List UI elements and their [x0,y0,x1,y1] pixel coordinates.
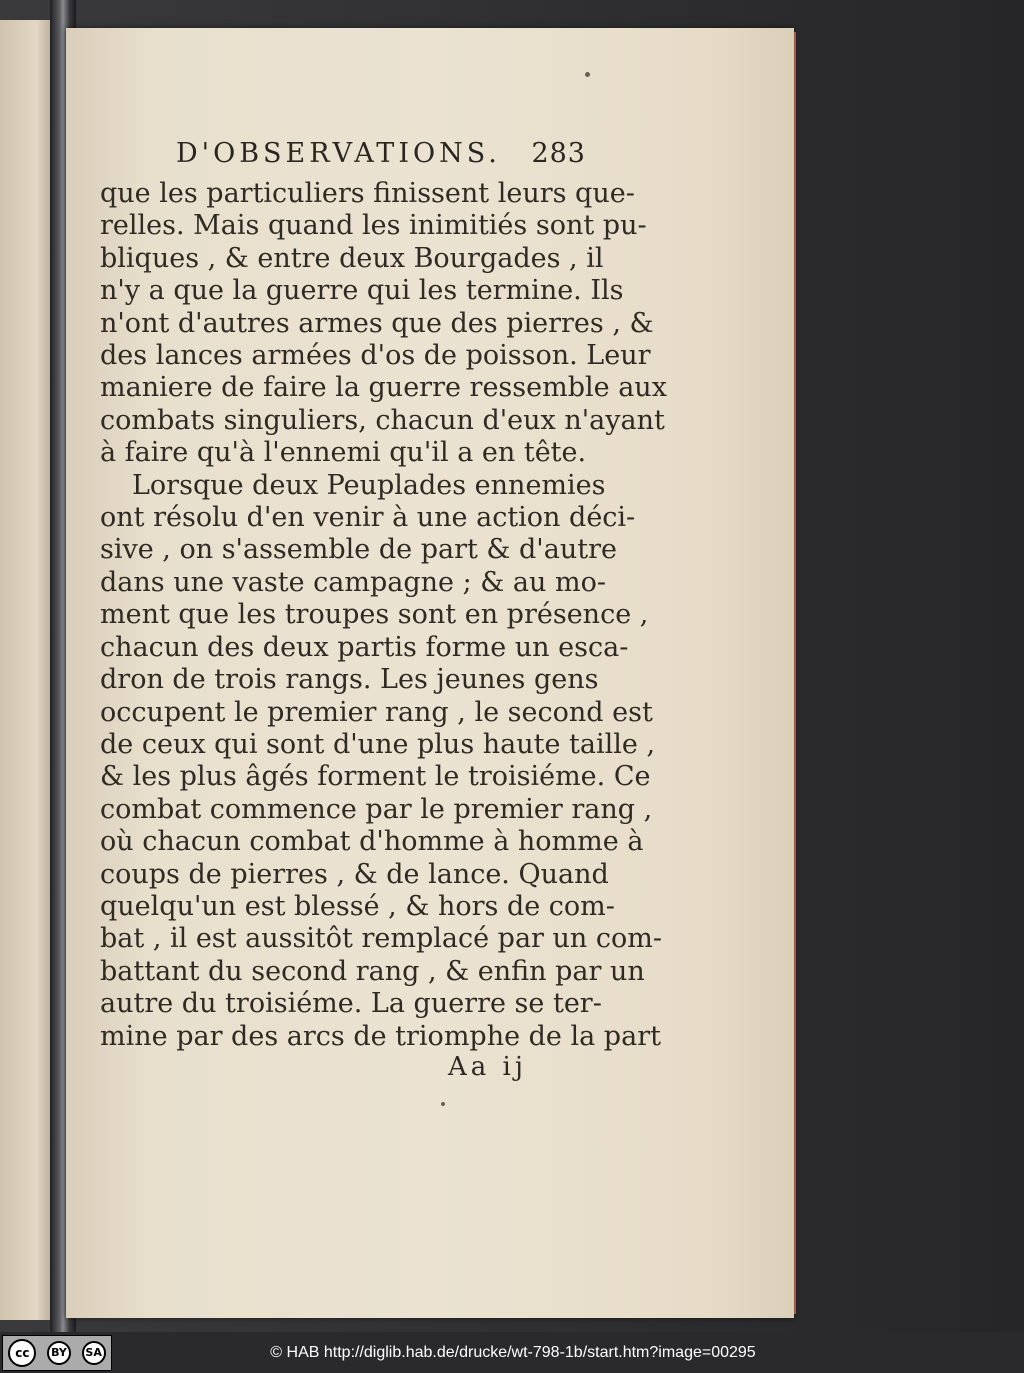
text-line: n'ont d'autres armes que des pierres , & [100,307,654,339]
text-line: n'y a que la guerre qui les termine. Ils [100,275,624,307]
text-line: ment que les troupes sont en présence , [100,599,649,631]
text-line: combat commence par le premier rang , [100,793,653,825]
text-line: battant du second rang , & enfin par un [100,955,645,987]
text-line: des lances armées d'os de poisson. Leur [100,340,651,372]
text-line: coups de pierres , & de lance. Quand [100,858,609,890]
text-line: que les particuliers finissent leurs que- [100,178,635,209]
cc-icon: cc [8,1339,36,1367]
text-line: quelqu'un est blessé , & hors de com- [100,890,615,922]
license-badge[interactable] [2,1335,112,1371]
catchword: Aa ij [448,1052,527,1082]
running-header [176,138,586,169]
body-text [100,178,667,1053]
text-line: dron de trois rangs. Les jeunes gens [100,664,599,696]
page-number: 283 [531,138,586,169]
text-line: chacun des deux partis forme un esca- [100,631,629,663]
text-line: bliques , & entre deux Bourgades , il [100,242,604,274]
text-line: de ceux qui sont d'une plus haute taille , [100,728,656,760]
text-line: maniere de faire la guerre ressemble aux [100,372,667,404]
paper-speck [441,1102,445,1106]
paper-speck [585,72,590,77]
text-line: occupent le premier rang , le second est [100,696,653,728]
text-line: Lorsque deux Peuplades ennemies [132,469,606,501]
text-line: mine par des arcs de triomphe de la part [100,1020,661,1052]
text-line: autre du troisiéme. La guerre se ter- [100,988,602,1020]
text-line: où chacun combat d'homme à homme à [100,826,644,858]
text-line: & les plus âgés forment le troisiéme. Ce [100,761,651,793]
text-line: combats singuliers, chacun d'eux n'ayant [100,404,665,436]
sa-icon: SA [82,1341,106,1365]
footer-bar [0,1332,1024,1373]
header-title: D'OBSERVATIONS. [176,138,501,169]
text-line: sive , on s'assemble de part & d'autre [100,534,617,566]
text-line: à faire qu'à l'ennemi qu'il a en tête. [100,437,587,469]
text-line: bat , il est aussitôt remplacé par un com- [100,923,662,955]
facing-page-edge [0,20,52,1320]
credit-link[interactable]: © HAB http://diglib.hab.de/drucke/wt-798-1b/start.htm?image=00295 [270,1343,756,1361]
text-line: ont résolu d'en venir à une action déci- [100,502,636,534]
by-icon: BY [47,1341,71,1365]
text-line: relles. Mais quand les inimitiés sont pu- [100,210,647,242]
text-line: dans une vaste campagne ; & au mo- [100,566,606,598]
